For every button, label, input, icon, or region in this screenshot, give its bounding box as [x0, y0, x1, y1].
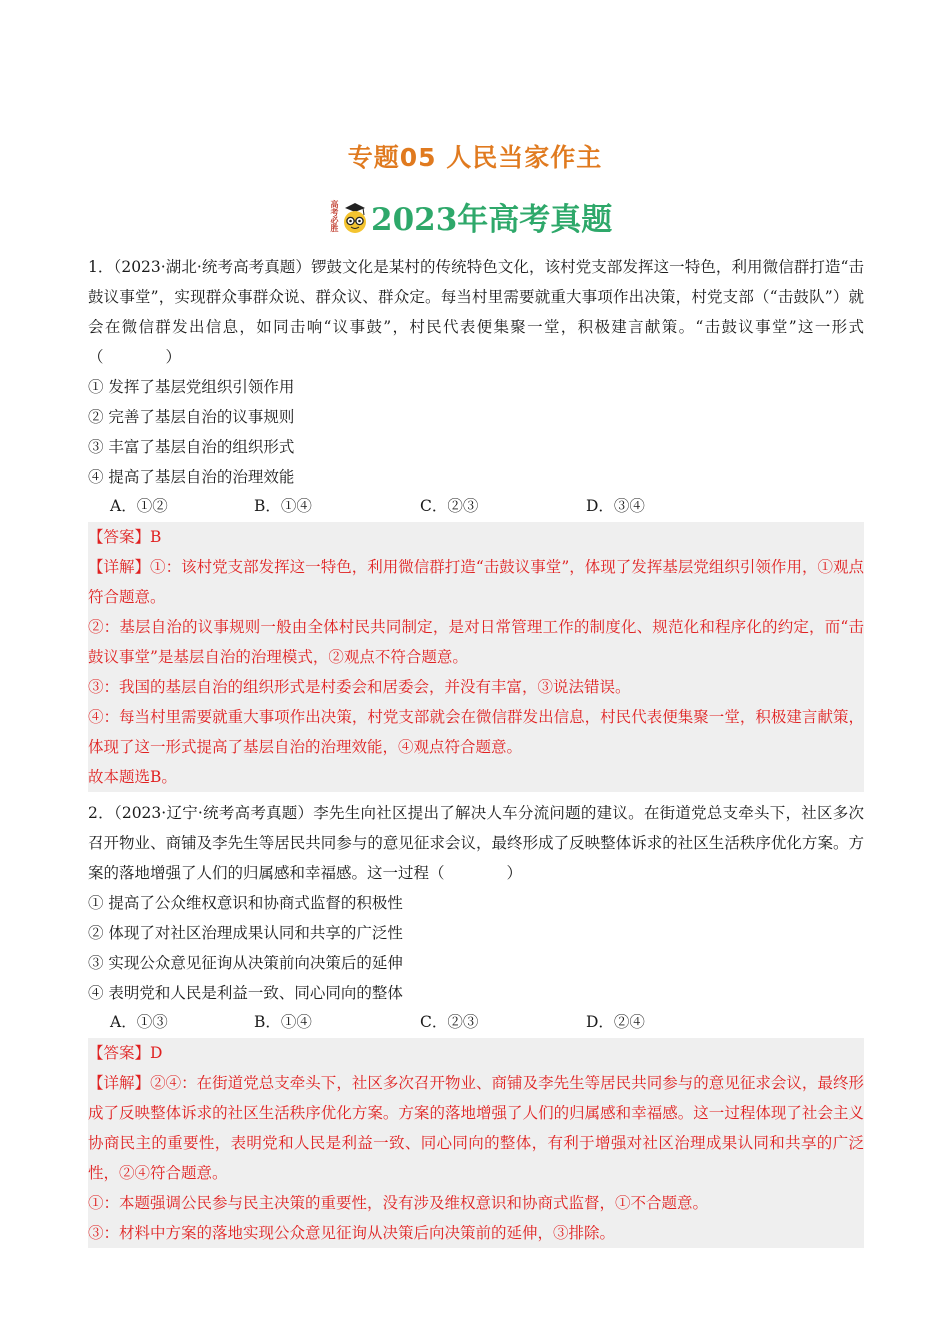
explanation-paragraph: ①：本题强调公民参与民主决策的重要性，没有涉及维权意识和协商式监督，①不合题意。 [88, 1194, 709, 1212]
explanation-paragraph: ③：材料中方案的落地实现公众意见征询从决策后向决策前的延伸，③排除。 [88, 1224, 616, 1242]
choice-c: C．②③ [420, 1013, 479, 1031]
answer-explanation [88, 1038, 864, 1248]
graduate-mascot-icon [341, 196, 369, 236]
choice-a: A．①③ [110, 1013, 168, 1031]
statement-option: ③ 实现公众意见征询从决策前向决策后的延伸 [88, 954, 403, 972]
answer-choices [88, 492, 864, 520]
exam-banner [330, 193, 612, 239]
question-2 [88, 798, 864, 1248]
answer-explanation [88, 522, 864, 792]
explanation-paragraph: ②：基层自治的议事规则一般由全体村民共同制定，是对日常管理工作的制度化、规范化和程序化的约定，而“击鼓议事堂”是基层自治的治理模式，②观点不符合题意。 [88, 618, 864, 666]
banner-title: 2023年高考真题 [371, 201, 613, 238]
explanation-paragraph: 【详解】①：该村党支部发挥这一特色，利用微信群打造“击鼓议事堂”，体现了发挥基层党组织引领作用，①观点符合题意。 [88, 558, 864, 606]
choice-a: A．①② [110, 497, 168, 515]
choice-b: B．①④ [254, 497, 312, 515]
choice-d: D．②④ [586, 1013, 645, 1031]
choice-d: D．③④ [586, 497, 645, 515]
statement-option: ② 体现了对社区治理成果认同和共享的广泛性 [88, 924, 403, 942]
statement-option: ② 完善了基层自治的议事规则 [88, 408, 295, 426]
choice-c: C．②③ [420, 497, 479, 515]
answer-label: 【答案】B [88, 528, 162, 546]
statement-option: ④ 表明党和人民是利益一致、同心同向的整体 [88, 984, 403, 1002]
question-stem: 1．（2023·湖北·统考高考真题）锣鼓文化是某村的传统特色文化，该村党支部发挥这一特色，利用微信群打造“击鼓议事堂”，实现群众事群众说、群众议、群众定。每当村里需要就重大事项作出决策，村党支部（“击鼓队”）就会在微信群发出信息，如同击响“议事鼓”，村民代表便集聚一堂，积极建言献策。“击鼓议事堂”这一形式（ ） [88, 258, 864, 366]
statement-option: ① 提高了公众维权意识和协商式监督的积极性 [88, 894, 403, 912]
explanation-paragraph: 故本题选B。 [88, 768, 177, 786]
statement-option: ① 发挥了基层党组织引领作用 [88, 378, 295, 396]
answer-label: 【答案】D [88, 1044, 163, 1062]
explanation-paragraph: ④：每当村里需要就重大事项作出决策，村党支部就会在微信群发出信息，村民代表便集聚一堂，积极建言献策，体现了这一形式提高了基层自治的治理效能，④观点符合题意。 [88, 708, 864, 756]
explanation-paragraph: ③：我国的基层自治的组织形式是村委会和居委会，并没有丰富，③说法错误。 [88, 678, 631, 696]
answer-choices [88, 1008, 864, 1036]
choice-b: B．①④ [254, 1013, 312, 1031]
question-list [88, 252, 864, 1254]
statement-option: ③ 丰富了基层自治的组织形式 [88, 438, 295, 456]
question-stem: 2．（2023·辽宁·统考高考真题）李先生向社区提出了解决人车分流问题的建议。在街道党总支牵头下，社区多次召开物业、商铺及李先生等居民共同参与的意见征求会议，最终形成了反映整体诉求的社区生活秩序优化方案。方案的落地增强了人们的归属感和幸福感。这一过程（ ） [88, 804, 864, 882]
explanation-paragraph: 【详解】②④：在街道党总支牵头下，社区多次召开物业、商铺及李先生等居民共同参与的意见征求会议，最终形成了反映整体诉求的社区生活秩序优化方案。方案的落地增强了人们的归属感和幸福感。这一过程体现了社会主义协商民主的重要性，表明党和人民是利益一致、同心同向的整体，有利于增强对社区治理成果认同和共享的广泛性，②④符合题意。 [88, 1074, 864, 1182]
banner-vertical-text: 高考必胜 [330, 200, 339, 232]
statement-option: ④ 提高了基层自治的治理效能 [88, 468, 295, 486]
question-1 [88, 252, 864, 792]
page-title: 专题05 人民当家作主 [347, 143, 603, 172]
